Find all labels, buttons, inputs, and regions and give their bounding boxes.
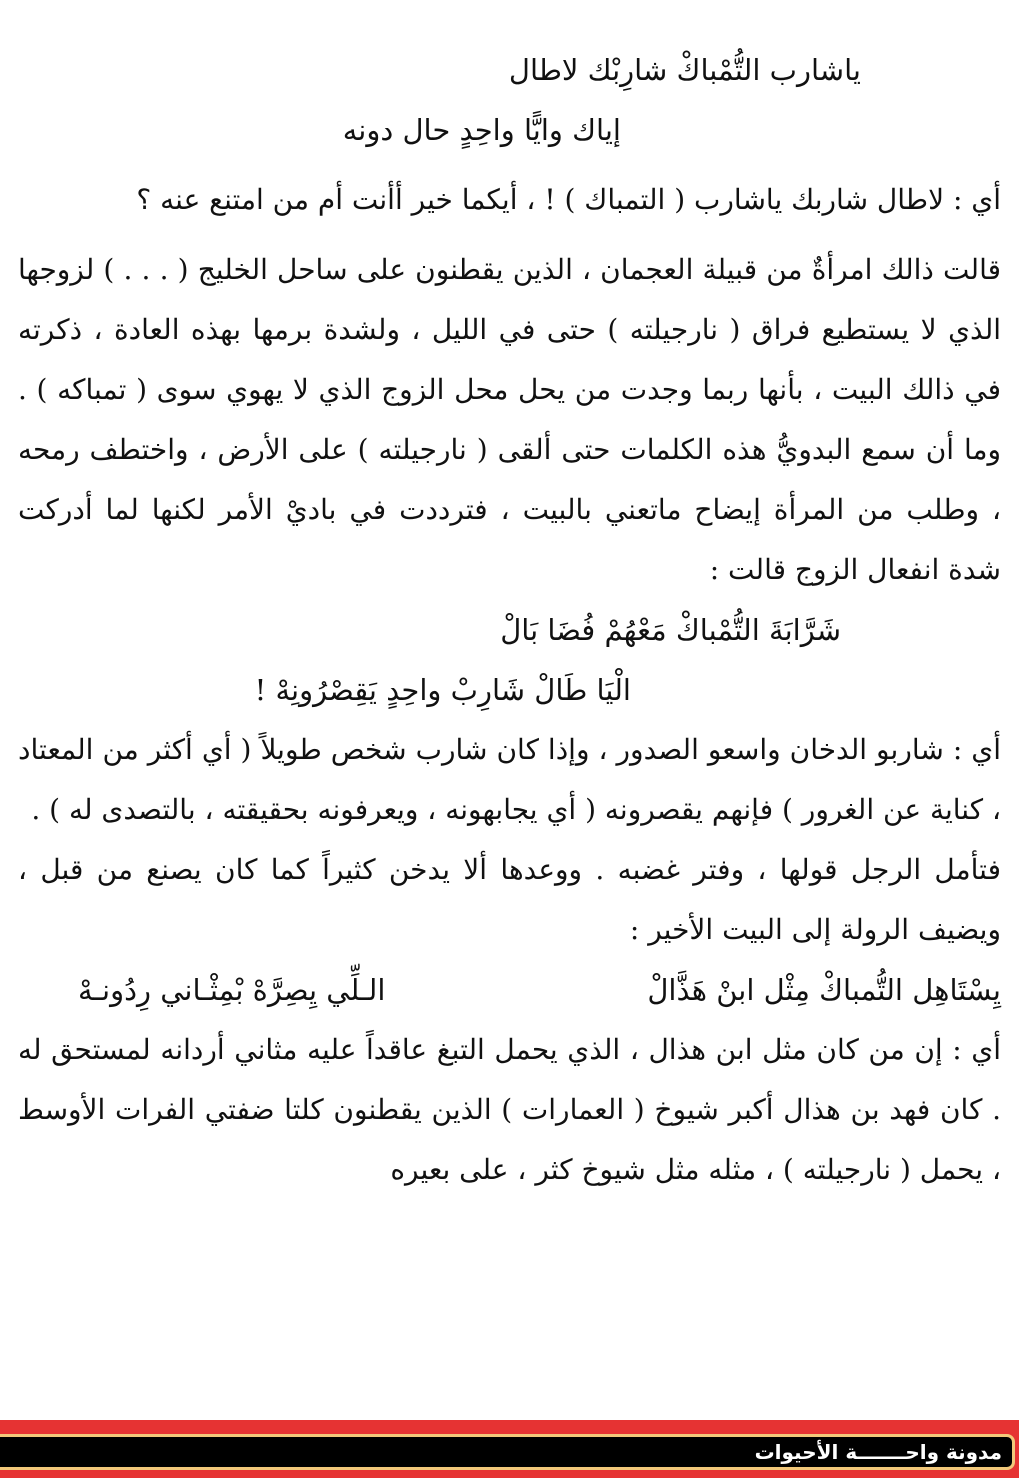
verse-line: إياك وايًّا واحِدٍ حال دونه — [342, 113, 621, 147]
paragraph: قالت ذالك امرأةٌ من قبيلة العجمان ، الذين يقطنون على ساحل الخليج ( . . . ) لزوجها الذي لا يستطيع فراق ( نارجيلته ) حتى في الليل ، ولشدة برمها بهذه العادة ، ذكرته في ذالك البيت ، بأنها ربما وجدت من يحل محل الزوج الذي لا يهوي سوى ( تمباكه ) . وما أن سمع البدويُّ هذه الكلمات حتى ألقى ( نارجيلته ) على الأرض ، واختطف رمحه ، وطلب من المرأة إيضاح ماتعني بالبيت ، فترددت في باديْ الأمر لكنها لما أدركت شدة انفعال الزوج قالت : — [18, 253, 1001, 586]
verse-couplet — [18, 960, 1001, 1020]
verse-hemistich: الـلِّي يِصِرَّهْ بْمِثْـاني رِدُونـهْ — [78, 973, 386, 1007]
verse-hemistich: يِسْتَاهِل التُّمباكْ مِثْل ابنْ هَذَّالْ — [647, 973, 1001, 1007]
paragraph: فتأمل الرجل قولها ، وفتر غضبه . ووعدها ألا يدخن كثيراً كما كان يصنع من قبل ، ويضيف الرولة إلى البيت الأخير : — [18, 853, 1001, 946]
blog-brand: مدونة واحـــــــة الأحيوات — [754, 1440, 1002, 1464]
book-page — [18, 40, 1001, 1200]
verse-line: ياشارب التُّمْباكْ شارِبْك لاطال — [508, 53, 861, 87]
verse-line: الْيَا طَالْ شَارِبْ واحِدٍ يَقِصْرُونِهْ ! — [254, 673, 631, 707]
paragraph: أي : لاطال شاربك ياشارب ( التمباك ) ! ، أيكما خير أأنت أم من امتنع عنه ؟ — [136, 183, 1001, 216]
paragraph: أي : شاربو الدخان واسعو الصدور ، وإذا كان شارب شخص طويلاً ( أي أكثر من المعتاد ، كناية عن الغرور ) فإنهم يقصرونه ( أي يجابهونه ، ويعرفونه بحقيقته ، بالتصدى له ) . — [18, 733, 1001, 826]
verse-line: شَرَّابَةَ التُّمْباكْ مَعْهُمْ فُضَا بَالْ — [500, 613, 841, 647]
paragraph: أي : إن من كان مثل ابن هذال ، الذي يحمل التبغ عاقداً عليه مثاني أردانه لمستحق له . كان فهد بن هذال أكبر شيوخ ( العمارات ) الذين يقطنون كلتا ضفتي الفرات الأوسط ، يحمل ( نارجيلته ) ، مثله مثل شيوخ كثر ، على بعيره — [18, 1033, 1001, 1186]
footer-banner — [0, 1420, 1019, 1478]
footer-bar — [0, 1434, 1015, 1470]
